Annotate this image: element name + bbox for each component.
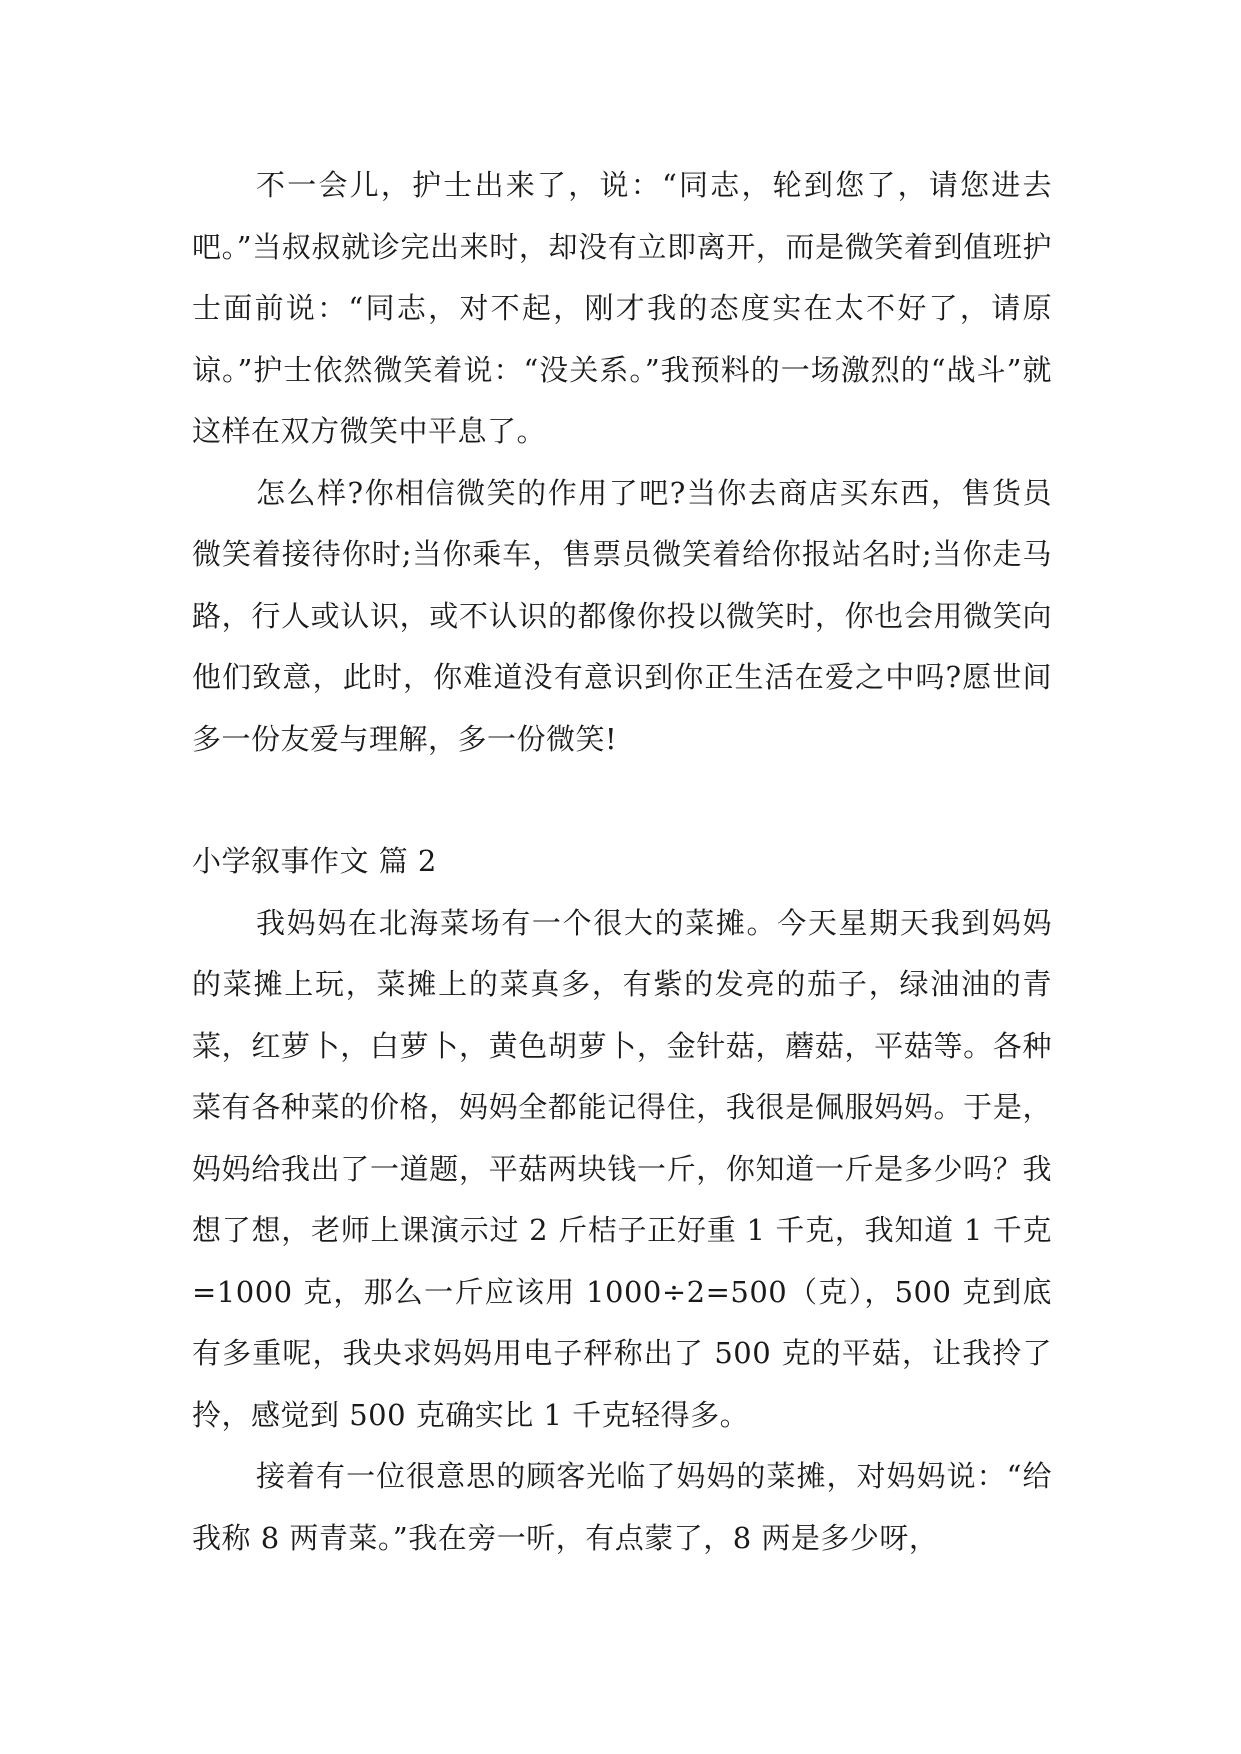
paragraph-power-of-smile: 怎么样?你相信微笑的作用了吧?当你去商店买东西，售货员微笑着接待你时;当你乘车，售票员微笑着给你报站名时;当你走马路，行人或认识，或不认识的都像你投以微笑时，你也会用微笑向他们致意，此时，你难道没有意识到你正生活在爱之中吗?愿世间多一份友爱与理解，多一份微笑! xyxy=(192,475,1052,756)
paragraph-customer: 接着有一位很意思的顾客光临了妈妈的菜摊，对妈妈说：“给我称 8 两青菜。”我在旁一听，有点蒙了，8 两是多少呀， xyxy=(192,1459,1052,1555)
paragraph-nurse-apology: 不一会儿，护士出来了，说：“同志，轮到您了，请您进去吧。”当叔叔就诊完出来时，却没有立即离开，而是微笑着到值班护士面前说：“同志，对不起，刚才我的态度实在太不好了，请原谅。”护士依然微笑着说：“没关系。”我预料的一场激烈的“战斗”就这样在双方微笑中平息了。 xyxy=(192,168,1052,448)
section-title: 小学叙事作文 篇 2 xyxy=(192,844,437,878)
paragraph-vegetable-stall: 我妈妈在北海菜场有一个很大的菜摊。今天星期天我到妈妈的菜摊上玩，菜摊上的菜真多，有紫的发亮的茄子，绿油油的青菜，红萝卜，白萝卜，黄色胡萝卜，金针菇，蘑菇，平菇等。各种菜有各种菜的价格，妈妈全都能记得住，我很是佩服妈妈。于是，妈妈给我出了一道题，平菇两块钱一斤，你知道一斤是多少吗？我想了想，老师上课演示过 2 斤桔子正好重 1 千克，我知道 1 千克=1000 克，那么一斤应该用 1000÷2=500（克），500 克到底有多重呢，我央求妈妈用电子秤称出了 500 克的平菇，让我拎了拎，感觉到 500 克确实比 1 千克轻得多。 xyxy=(192,905,1052,1432)
document-body xyxy=(192,155,1052,1569)
